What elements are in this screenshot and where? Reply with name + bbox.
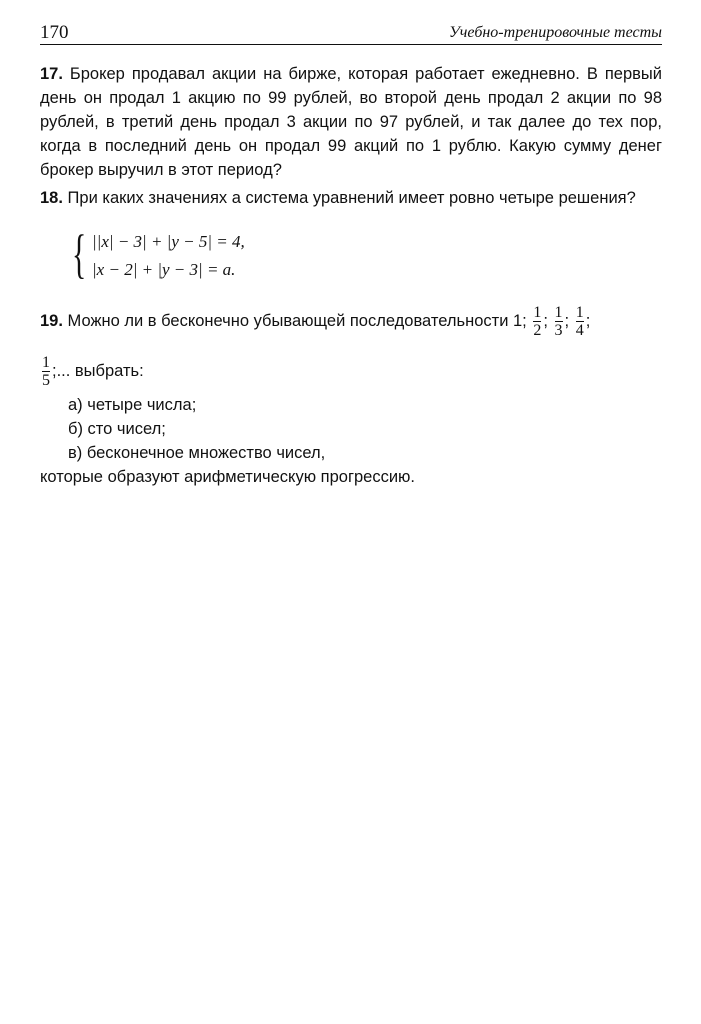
problem-18-text: При каких значениях a система уравнений имеет ровно четыре решения? <box>67 189 636 207</box>
equation-2: |x − 2| + |y − 3| = a. <box>92 260 236 279</box>
problem-19-closing: которые образуют арифметическую прогрессию. <box>40 468 416 486</box>
page-number: 170 <box>40 22 69 43</box>
fraction-1-3: $\frac{1}{3}$ <box>554 304 563 339</box>
page-header <box>40 22 662 45</box>
equation-1: ||x| − 3| + |y − 5| = 4, <box>92 232 245 251</box>
problem-17 <box>40 62 662 182</box>
problem-18 <box>40 186 662 210</box>
equation-system <box>72 224 372 286</box>
problem-19-text: Можно ли в бесконечно убывающей последовательности 1; <box>67 311 527 330</box>
option-c: в) бесконечное множество чисел, <box>68 444 326 462</box>
option-b: б) сто чисел; <box>68 420 166 438</box>
system-brace: { <box>72 224 87 284</box>
problem-18-number: 18. <box>40 189 63 207</box>
running-title: Учебно-тренировочные тесты <box>449 24 662 41</box>
problem-19-tail: ;... выбрать: <box>52 361 144 380</box>
problem-17-number: 17. <box>40 65 63 83</box>
problem-19-continuation <box>40 354 144 389</box>
fraction-1-2: $\frac{1}{2}$ <box>533 304 542 339</box>
problem-19-number: 19. <box>40 311 63 330</box>
fraction-1-4: $\frac{1}{4}$ <box>575 304 584 339</box>
problem-17-text: Брокер продавал акции на бирже, которая работает ежедневно. В первый день он продал 1 акцию по 99 рублей, во второй день продал 2 акции по 98 рублей, в третий день продал 3 акции по 97 рублей, и так далее до тех пор, когда в последний день он продал 99 акций по 1 рублю. Какую сумму денег брокер выручил в этот период? <box>40 65 662 179</box>
fraction-1-5: $\frac{1}{5}$ <box>42 354 50 389</box>
option-a: а) четыре числа; <box>68 396 197 414</box>
problem-19: 19. Можно ли в бесконечно убывающей последовательности 1; $\frac{1}{2}$ ; $\frac{1}{3}$ ; $\frac{1}{4}$ ; <box>40 304 591 339</box>
